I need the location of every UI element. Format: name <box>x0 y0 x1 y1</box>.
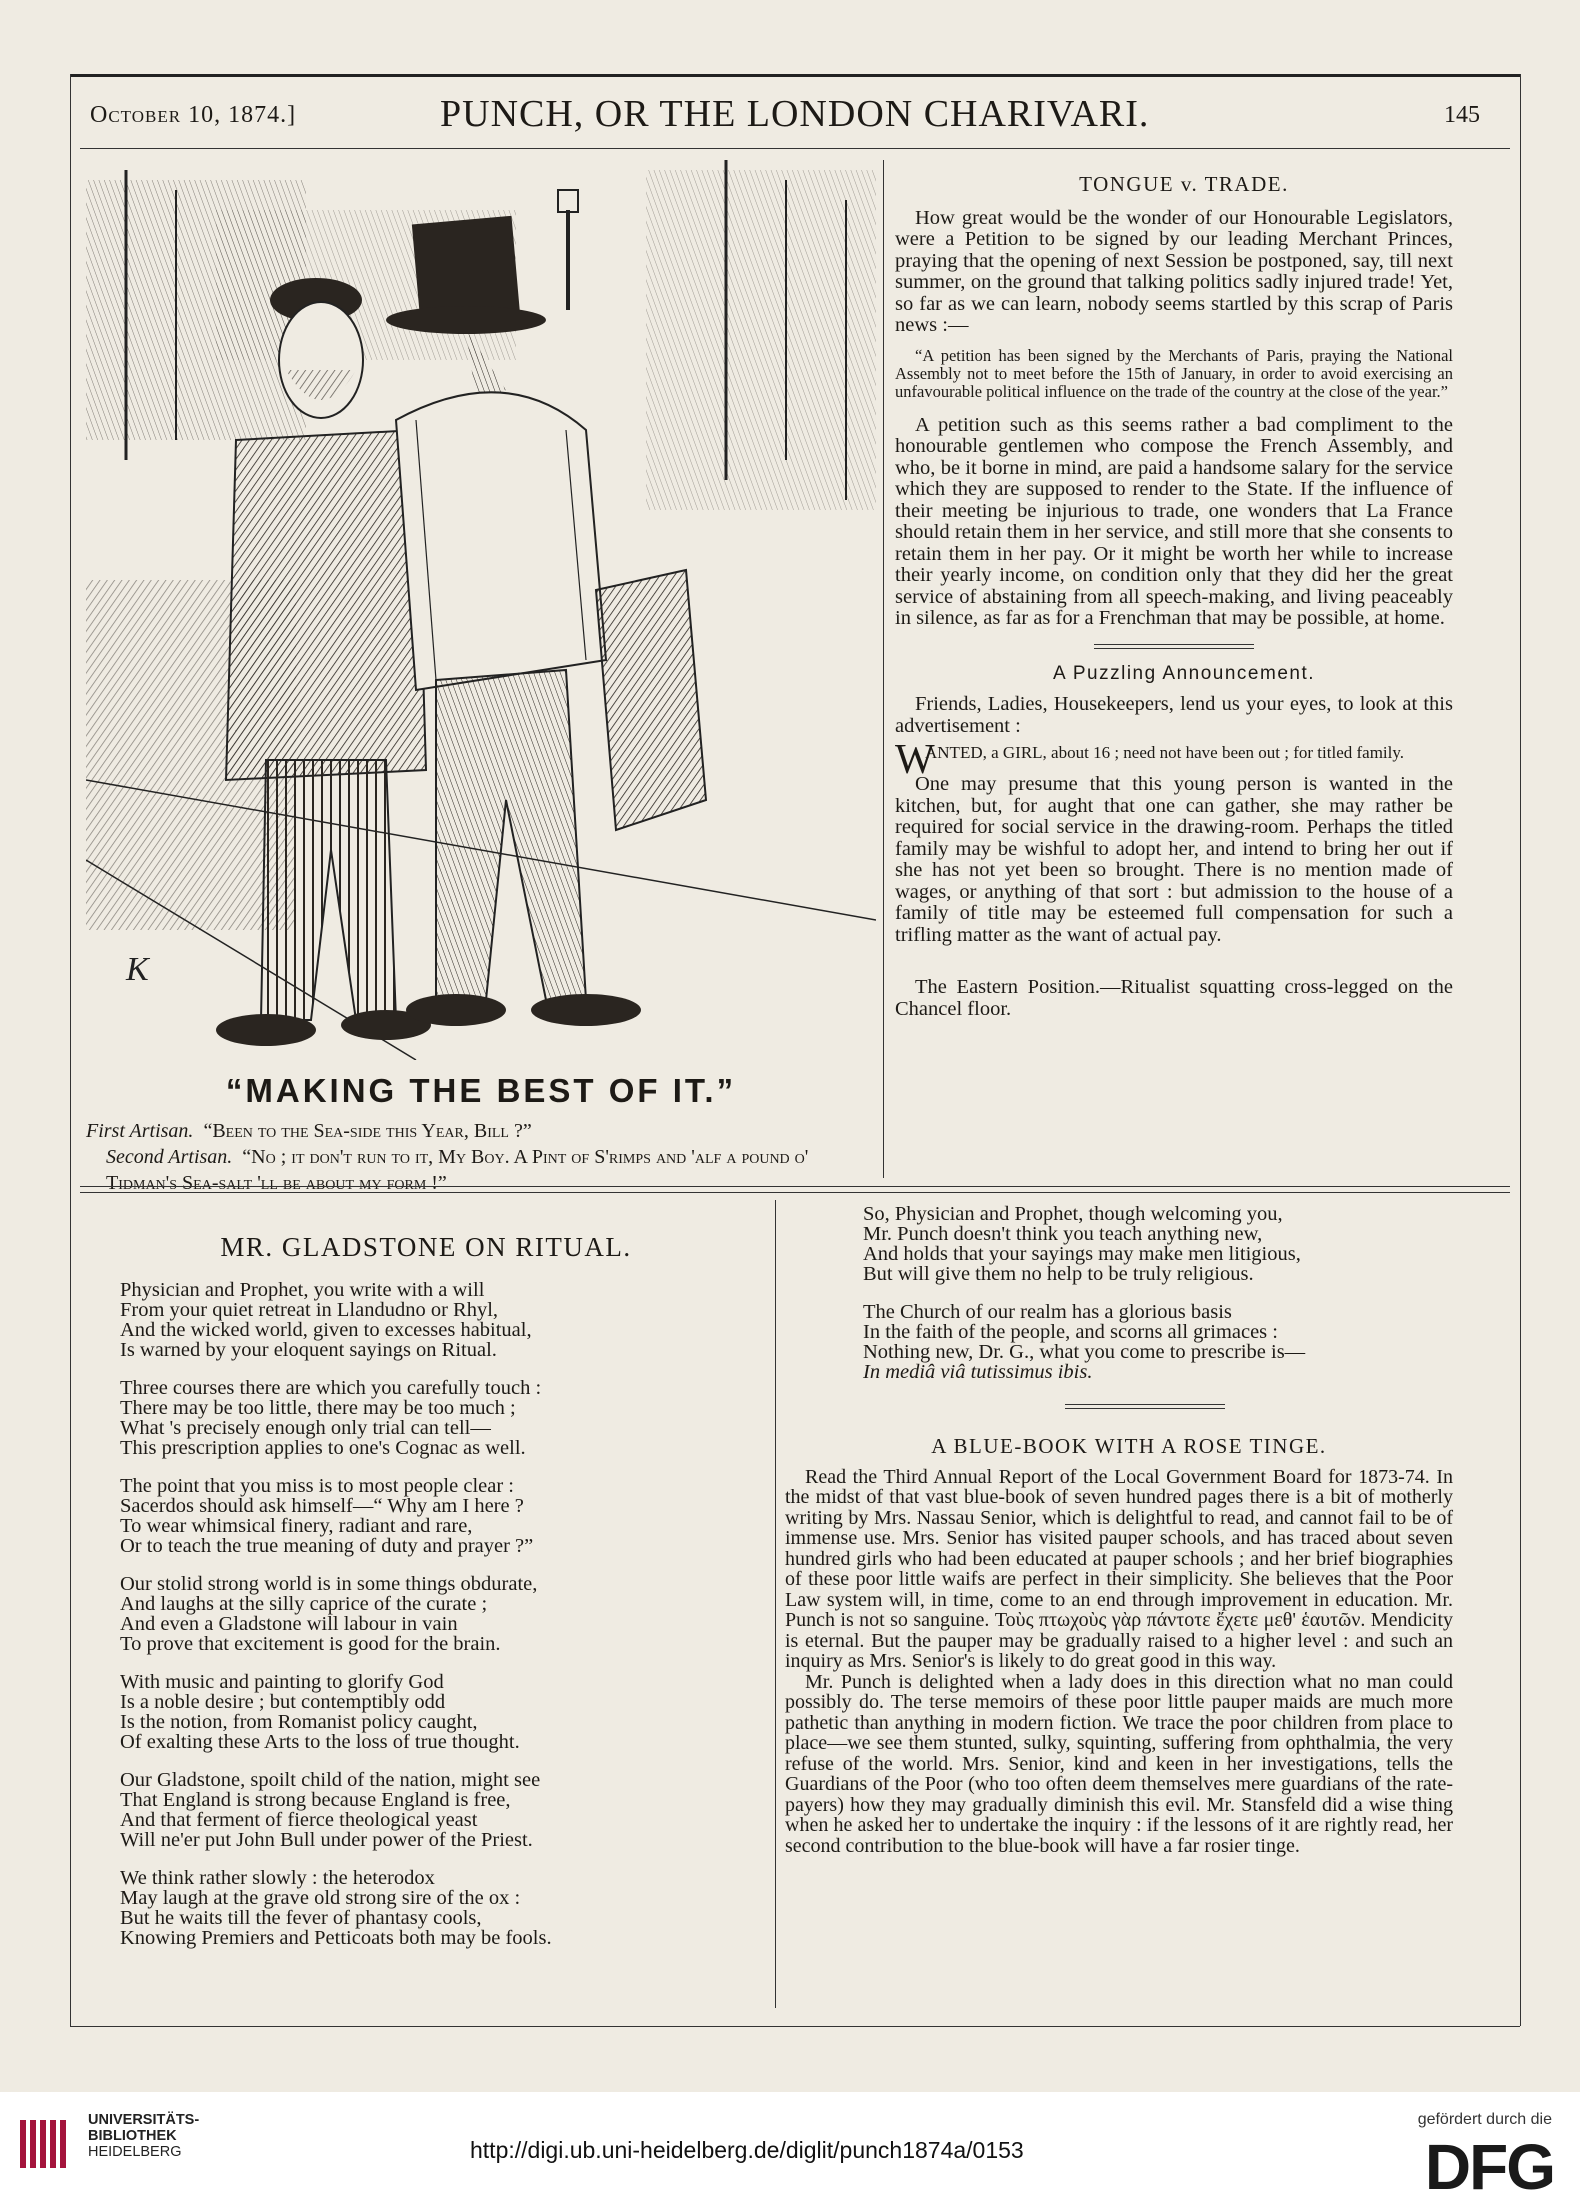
advertisement <box>895 737 1453 783</box>
poem-line: The Church of our realm has a glorious basis <box>863 1301 1232 1323</box>
poem-line: In mediâ viâ tutissimus ibis. <box>863 1361 1093 1383</box>
poem-line: Three courses there are which you carefully touch : <box>120 1377 542 1399</box>
page-frame-left <box>70 74 71 2026</box>
poem-line: That England is strong because England is free, <box>120 1789 511 1811</box>
cartoon-illustration <box>86 160 876 1060</box>
stanza <box>120 1672 552 1752</box>
university-library-name <box>88 2112 199 2160</box>
stanza <box>120 1476 552 1556</box>
poem-line: And the wicked world, given to excesses habitual, <box>120 1319 532 1341</box>
cartoon-dialogue <box>86 1118 882 1196</box>
uni-line-2: BIBLIOTHEK <box>88 2128 177 2144</box>
poem-line: This prescription applies to one's Cognac as well. <box>120 1437 526 1459</box>
dialogue-line-1: “Been to the Sea-side this Year, Bill ?” <box>203 1120 532 1142</box>
poem-line: Mr. Punch doesn't think you teach anything new, <box>863 1223 1263 1245</box>
stanza <box>863 1204 1305 1284</box>
poem-line: What 's precisely enough only trial can tell— <box>120 1417 491 1439</box>
section-rule-2 <box>80 1192 1510 1193</box>
cartoon-caption: “MAKING THE BEST OF IT.” <box>225 1072 737 1109</box>
poem-right <box>863 1204 1305 1400</box>
puzzling-title: A Puzzling Announcement. <box>1052 662 1316 684</box>
uni-line-1: UNIVERSITÄTS- <box>88 2112 200 2128</box>
header-rule <box>80 148 1510 149</box>
source-url-link[interactable]: http://digi.ub.uni-heidelberg.de/diglit/punch1874a/0153 <box>470 2137 1024 2163</box>
bluebook-paragraph-2: Mr. Punch is delighted when a lady does in this direction what no man could possibly do. The terse memoirs of these poor little pauper maids are much more pathetic than anything in modern fiction. We trace the poor children from place to place—we see them stunted, sulky, squinting, suffering from ophthalmia, the very refuse of the world. Mrs. Senior, kind and keen in her investigations, tells the Guardians of the Poor (who too often deem themselves mere guardians of the rate-payers) how they may gradually diminish this evil. Mr. Stansfeld did a wise thing when he asked her to undertake the inquiry : if the lessons of it are rightly read, her second contribution to the blue-book will have a far rosier tinge. <box>785 1670 1453 1857</box>
poem-line: Is warned by your eloquent sayings on Ritual. <box>120 1339 497 1361</box>
cartoon-signature: K <box>126 951 149 988</box>
section-rule-1 <box>80 1186 1510 1187</box>
poem-line: And laughs at the silly caprice of the curate ; <box>120 1593 488 1615</box>
stanza <box>120 1868 552 1948</box>
ad-dropcap: W <box>895 737 935 783</box>
double-rule <box>1065 1404 1225 1409</box>
poem-line: To prove that excitement is good for the brain. <box>120 1633 501 1655</box>
stanza <box>120 1574 552 1654</box>
tongue-paragraph-1: How great would be the wonder of our Honourable Legislators, were a Petition to be signed by our leading Merchant Princes, praying that the opening of next Session be postponed, say, till next summer, on the ground that talking politics sadly injured trade! Yet, so far as we can learn, nobody seems startled by this scrap of Paris news :— <box>895 206 1453 336</box>
column-divider-bottom <box>775 1200 776 2008</box>
page-frame-right <box>1520 74 1521 2026</box>
bluebook-title: A BLUE-BOOK WITH A ROSE TINGE. <box>931 1434 1327 1458</box>
poem-line: Is the notion, from Romanist policy caught, <box>120 1711 478 1733</box>
poem-line: But he waits till the fever of phantasy cools, <box>120 1907 482 1929</box>
poem-line: From your quiet retreat in Llandudno or Rhyl, <box>120 1299 499 1321</box>
gladstone-title: MR. GLADSTONE ON RITUAL. <box>220 1232 632 1262</box>
poem-line: Is a noble desire ; but contemptibly odd <box>120 1691 446 1713</box>
poem-left <box>120 1280 552 1966</box>
poem-line: But will give them no help to be truly religious. <box>863 1263 1254 1285</box>
poem-line: The point that you miss is to most people clear : <box>120 1475 514 1497</box>
puzzling-paragraph-1: Friends, Ladies, Housekeepers, lend us your eyes, to look at this advertisement : <box>895 693 1453 737</box>
tongue-quote <box>895 347 1453 401</box>
tongue-paragraph-2: A petition such as this seems rather a bad compliment to the honourable gentlemen who compose the French Assembly, and who, be it borne in mind, are paid a handsome salary for the service which they are supposed to render to the State. If the influence of their meeting be injurious to trade, one wonders that La France should retain them in her service, and still more that she consents to retain them in her pay. Or it might be worth her while to increase their yearly income, on condition only that they did her the great service of abstaining from all speech-making, and living peaceably in silence, as far as for a Frenchman that may be possible, at home. <box>895 413 1453 629</box>
poem-line: There may be too little, there may be too much ; <box>120 1397 516 1419</box>
stanza <box>120 1378 552 1458</box>
header-date: October 10, 1874.] <box>90 102 297 128</box>
poem-line: So, Physician and Prophet, though welcoming you, <box>863 1203 1283 1225</box>
ad-text: ANTED, a GIRL, about 16 ; need not have been out ; for titled family. <box>925 743 1405 762</box>
page-frame-top <box>70 74 1520 77</box>
poem-line: And that ferment of fierce theological yeast <box>120 1809 478 1831</box>
bluebook-paragraph-1: Read the Third Annual Report of the Local Government Board for 1873-74. In the midst of that vast blue-book of seven hundred pages there is a bit of motherly writing by Mrs. Nassau Senior, which is delightful to read, and cannot fail to be of immense use. Mrs. Senior has visited pauper schools, and has traced about seven hundred girls who had been educated at pauper schools ; and her brief biographies of these poor little waifs are perfect in their simplicity. She believes that the Poor Law system will, in time, come to an end through improvement in education. Mr. Punch is not so sanguine. Τοὺς πτωχοὺς γὰρ πάντοτε ἔχετε μεθ' ἑαυτῶν. Mendicity is eternal. But the pauper may be gradually raised to a higher level : and such an inquiry as Mrs. Senior's is likely to do great good in this way. <box>785 1465 1453 1672</box>
puzzling-paragraph-2: One may presume that this young person is wanted in the kitchen, but, for aught that one can gather, she may rather be required for social service in the drawing-room. Perhaps the titled family may be wishful to adopt her, and intend to bring her out if she has not yet been so brought. There is no mention made of wages, or anything of that sort : but admission to the house of a family of title may be esteemed full compensation for such a trifling matter as the want of actual pay. <box>895 773 1453 946</box>
right-column-top <box>895 174 1453 1020</box>
poem-line: We think rather slowly : the heterodox <box>120 1867 435 1889</box>
poem-line: Will ne'er put John Bull under power of the Priest. <box>120 1829 533 1851</box>
poem-line: Sacerdos should ask himself—“ Why am I here ? <box>120 1495 524 1517</box>
poem-line: Nothing new, Dr. G., what you come to prescribe is— <box>863 1341 1306 1363</box>
poem-line: Or to teach the true meaning of duty and prayer ?” <box>120 1535 534 1557</box>
poem-line: With music and painting to glorify God <box>120 1671 444 1693</box>
column-divider-top <box>883 160 884 1178</box>
poem-line: And even a Gladstone will labour in vain <box>120 1613 458 1635</box>
stanza <box>863 1302 1305 1382</box>
poem-line: And holds that your sayings may make men litigious, <box>863 1243 1301 1265</box>
dialogue-line-2: “No ; it don't run to it, My Boy. A Pint of S'rimps and 'alf a pound o' Tidman's Sea-salt 'll be about my form !” <box>106 1146 809 1194</box>
poem-line: In the faith of the people, and scorns all grimaces : <box>863 1321 1278 1343</box>
header-page-number: 145 <box>1444 102 1480 128</box>
poem-line: Physician and Prophet, you write with a will <box>120 1279 485 1301</box>
eastern-position: The Eastern Position.—Ritualist squatting cross-legged on the Chancel floor. <box>895 976 1453 1020</box>
header-title: PUNCH, OR THE LONDON CHARIVARI. <box>440 93 1150 135</box>
poem-line: Our stolid strong world is in some things obdurate, <box>120 1573 538 1595</box>
poem-line: To wear whimsical finery, radiant and rare, <box>120 1515 473 1537</box>
tongue-title: TONGUE v. TRADE. <box>1079 172 1289 196</box>
poem-line: Knowing Premiers and Petticoats both may be fools. <box>120 1927 552 1949</box>
tongue-quote-text: “A petition has been signed by the Merchants of Paris, praying the National Assembly not to meet before the 15th of January, in order to avoid exercising an unfavourable political influence on the trade of the country at the close of the year.” <box>895 345 1453 401</box>
speaker-first: First Artisan. <box>86 1120 194 1142</box>
dfg-label: gefördert durch die <box>1417 2111 1552 2128</box>
bluebook-column <box>785 1436 1453 1856</box>
poem-line: Of exalting these Arts to the loss of true thought. <box>120 1731 520 1753</box>
double-rule <box>1094 644 1254 649</box>
poem-line: Our Gladstone, spoilt child of the nation, might see <box>120 1769 541 1791</box>
dfg-logo: DFG <box>1424 2131 1554 2203</box>
uni-line-3: HEIDELBERG <box>88 2144 182 2160</box>
stanza <box>120 1770 552 1850</box>
page-frame-bottom <box>70 2026 1520 2027</box>
poem-line: May laugh at the grave old strong sire of the ox : <box>120 1887 521 1909</box>
speaker-second: Second Artisan. <box>106 1146 233 1168</box>
university-seal-icon <box>16 2112 80 2176</box>
stanza <box>120 1280 552 1360</box>
